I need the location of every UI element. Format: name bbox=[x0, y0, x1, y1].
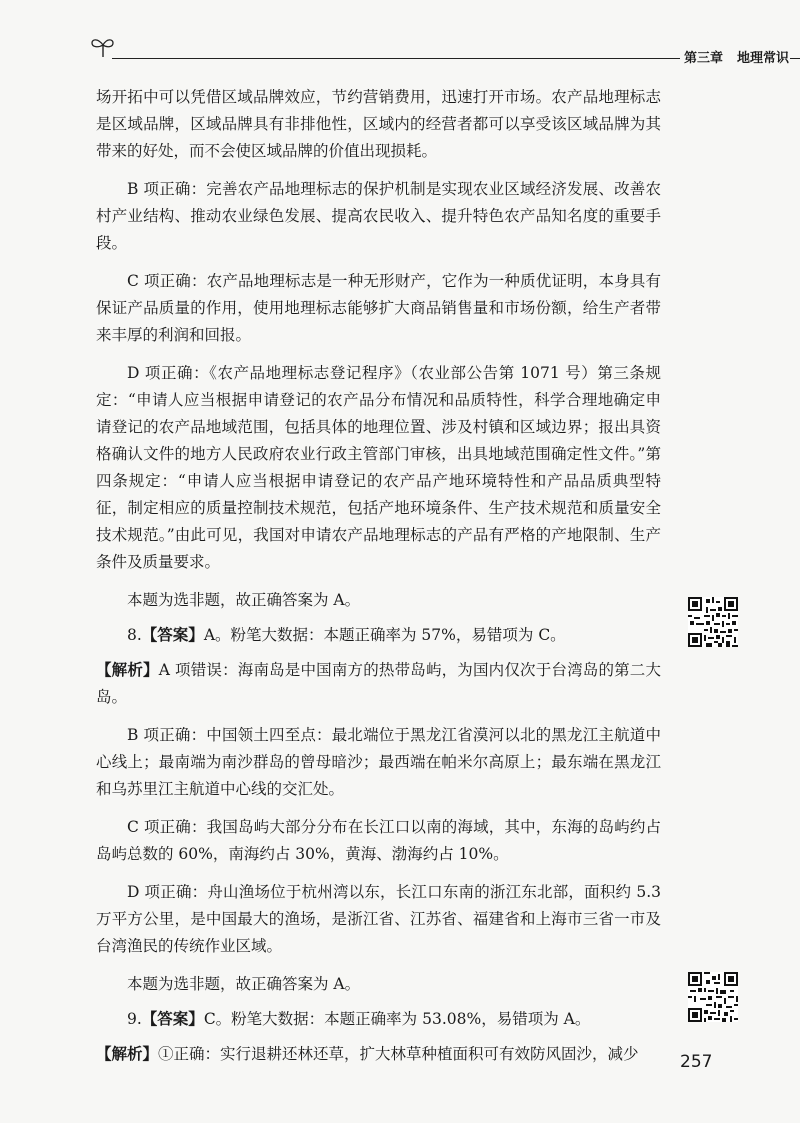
q8-answer-text: A。粉笔大数据：本题正确率为 57%，易错项为 C。 bbox=[203, 626, 566, 644]
qr-code-icon[interactable] bbox=[688, 972, 738, 1022]
paragraph-option-d: D 项正确：《农产品地理标志登记程序》（农业部公告第 1071 号）第三条规定：“申请人应当根据申请登记的农产品分布情况和品质特性，科学合理地确定申请登记的农产品地域范围，包括具体的地理位置、涉及村镇和区域边界；报出具资格确认文件的地方人民政府农业行政主管部门审核，出具地域范围确定性文件。”第四条规定：“申请人应当根据申请登记的农产品产地环境特性和产品品质典型特征，制定相应的质量控制技术规范，包括产地环境条件、生产技术规范和质量安全技术规范。”由此可见，我国对申请农产品地理标志的产品有严格的产地限制、生产条件及质量要求。 bbox=[96, 364, 661, 571]
q8-analysis bbox=[96, 656, 661, 711]
chapter-name: 地理常识 bbox=[737, 51, 790, 66]
qr-code-icon[interactable] bbox=[688, 597, 738, 647]
q8-analysis-text: A 项错误：海南岛是中国南方的热带岛屿，为国内仅次于台湾岛的第二大岛。 bbox=[96, 661, 661, 706]
chapter-label: 第三章 bbox=[684, 51, 724, 66]
paragraph-continuation: 场开拓中可以凭借区域品牌效应，节约营销费用，迅速打开市场。农产品地理标志是区域品牌，区域品牌具有非排他性，区域内的经营者都可以享受该区域品牌为其带来的好处，而不会使区域品牌的价值出现损耗。 bbox=[96, 88, 661, 160]
q9-analysis-tag: 【解析】 bbox=[96, 1044, 159, 1063]
q9-answer-text: C。粉笔大数据：本题正确率为 53.08%，易错项为 A。 bbox=[203, 1010, 591, 1028]
q9-analysis bbox=[96, 1040, 661, 1068]
running-header bbox=[90, 36, 790, 66]
q8-answer bbox=[96, 621, 661, 649]
q8-conclusion: 本题为选非题，故正确答案为 A。 bbox=[127, 975, 361, 993]
q9-answer bbox=[96, 1005, 661, 1033]
chapter-title bbox=[684, 47, 789, 66]
q9-number: 9. bbox=[127, 1010, 142, 1028]
q8-option-b: B 项正确：中国领土四至点：最北端位于黑龙江省漠河以北的黑龙江主航道中心线上；最南端为南沙群岛的曾母暗沙；最西端在帕米尔高原上；最东端在黑龙江和乌苏里江主航道中心线的交汇处。 bbox=[96, 726, 661, 798]
sprout-icon bbox=[90, 36, 116, 58]
header-rule bbox=[112, 58, 680, 59]
page-number: 257 bbox=[680, 1052, 713, 1072]
q9-answer-tag: 【答案】 bbox=[141, 1009, 204, 1028]
q8-option-c: C 项正确：我国岛屿大部分分布在长江口以南的海域，其中，东海的岛屿约占岛屿总数的 60%，南海约占 30%，黄海、渤海约占 10%。 bbox=[96, 818, 661, 863]
q8-option-d: D 项正确：舟山渔场位于杭州湾以东，长江口东南的浙江东北部，面积约 5.3 万平方公里，是中国最大的渔场，是浙江省、江苏省、福建省和上海市三省一市及台湾渔民的传统作业区域。 bbox=[96, 883, 661, 955]
q9-analysis-text: ①正确：实行退耕还林还草，扩大林草种植面积可有效防风固沙，减少 bbox=[158, 1045, 639, 1063]
q8-analysis-tag: 【解析】 bbox=[96, 660, 159, 679]
page-body bbox=[96, 84, 661, 1079]
q8-number: 8. bbox=[127, 626, 142, 644]
paragraph-option-c: C 项正确：农产品地理标志是一种无形财产，它作为一种质优证明，本身具有保证产品质量的作用，使用地理标志能够扩大商品销售量和市场份额，给生产者带来丰厚的利润和回报。 bbox=[96, 272, 661, 344]
paragraph-option-b: B 项正确：完善农产品地理标志的保护机制是实现农业区域经济发展、改善农村产业结构、推动农业绿色发展、提高农民收入、提升特色农产品知名度的重要手段。 bbox=[96, 180, 661, 252]
q8-answer-tag: 【答案】 bbox=[141, 625, 204, 644]
paragraph-conclusion: 本题为选非题，故正确答案为 A。 bbox=[127, 591, 361, 609]
header-rule-right bbox=[790, 58, 800, 59]
